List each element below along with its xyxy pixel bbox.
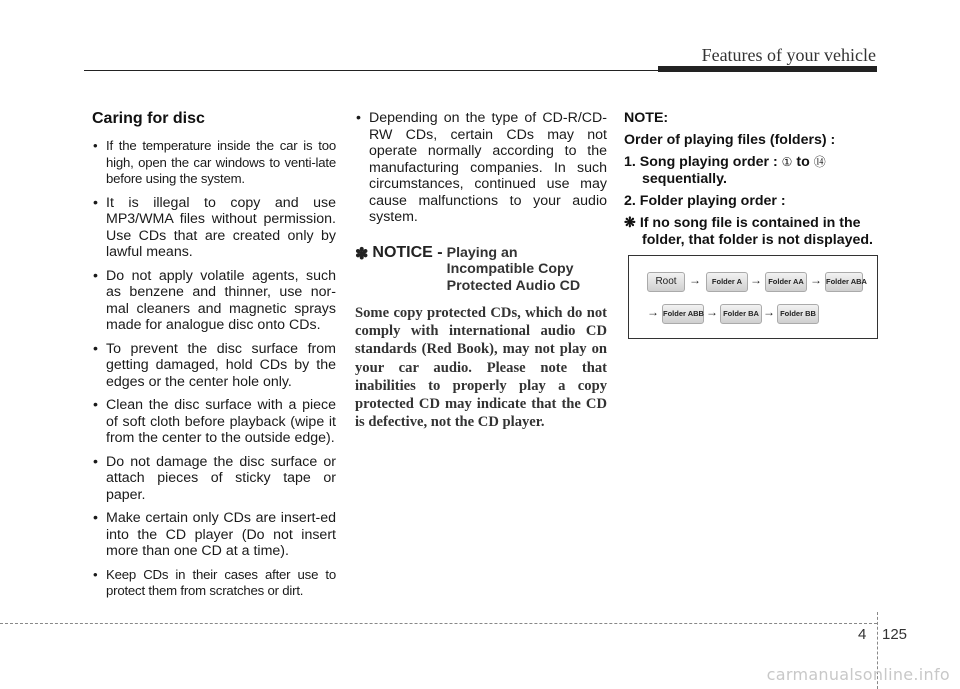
list-item: • Make certain only CDs are insert-ed into the CD player (Do not insert more than one CD at a time). [92,510,336,560]
page-number: 125 [882,626,908,643]
notice-icon: ✽ [355,245,369,263]
note-block [624,110,880,249]
footer-divider [0,623,877,624]
song-order-to-word: to [792,154,814,170]
column-2 [355,110,607,431]
song-order-prefix: 1. Song playing order : [624,154,782,170]
list-item: • Keep CDs in their cases after use to protect them from scratches or dirt. [92,567,336,600]
cd-type-list [355,110,607,226]
song-order-line [624,154,880,188]
notice-body: Some copy protected CDs, which do not comply with international audio CD standards (Red Book), may not play on your car audio. Please note that inabilities to properly play a copy protected CD may indicate that the CD is defective, not the CD player. [355,305,607,431]
folder-bb: Folder BB [777,304,819,324]
list-item: • Depending on the type of CD-R/CD-RW CDs, certain CDs may not operate normally according to the manufacturing companies. In such circumstances, continued use may cause malfunctions to your audio system. [355,110,607,226]
song-order-suffix: sequentially. [642,171,727,187]
notice-subtitle-line: Incompatible Copy [446,261,574,277]
folder-aa: Folder AA [765,272,807,292]
arrow-icon: → [810,273,822,287]
list-item: • Clean the disc surface with a piece of soft cloth before playback (wipe it from the center to the outside edge). [92,397,336,447]
folder-order-diagram [628,255,878,339]
folder-a: Folder A [706,272,748,292]
folder-root: Root [647,272,685,292]
folder-aba: Folder ABA [825,272,863,292]
notice-subtitle-line: Playing an [446,244,518,261]
section-header-title: Features of your vehicle [701,45,876,65]
arrow-icon: → [647,305,659,319]
circled-number-14: ⑭ [813,155,826,169]
disc-care-list [92,138,336,600]
notice-label: NOTICE - [372,243,443,261]
list-item: • If the temperature inside the car is too high, open the car windows to venti-late before using the system. [92,138,336,188]
arrow-icon: → [706,305,718,319]
watermark-logo: carmanualsonline.info [766,665,950,684]
notice-subtitle-line: Protected Audio CD [446,277,581,294]
no-song-note: ❋ If no song file is contained in the folder, that folder is not displayed. [624,215,873,248]
folder-ba: Folder BA [720,304,762,324]
list-item: • Do not apply volatile agents, such as benzene and thinner, use nor-mal cleaners and magnetic sprays made for analogue disc onto CDs. [92,268,336,334]
notice-subtitle [447,244,580,295]
arrow-icon: → [750,273,762,287]
list-item: • It is illegal to copy and use MP3/WMA files without permission. Use CDs that are created only by lawful means. [92,195,336,261]
header-rule-accent [658,66,877,72]
note-label: NOTE: [624,110,669,126]
chapter-number: 4 [858,626,867,643]
notice-heading [355,244,607,295]
column-3 [624,110,880,254]
section-title-caring-for-disc: Caring for disc [92,110,205,127]
list-item: • To prevent the disc surface from getting damaged, hold CDs by the edges or the center hole only. [92,341,336,391]
play-order-heading: Order of playing files (folders) : [624,132,836,148]
arrow-icon: → [689,273,701,287]
column-1 [92,110,336,607]
folder-order-line: 2. Folder playing order : [624,193,786,209]
circled-number-1: ① [781,155,793,169]
arrow-icon: → [763,305,775,319]
folder-abb: Folder ABB [662,304,704,324]
list-item: • Do not damage the disc surface or attach pieces of sticky tape or paper. [92,454,336,504]
